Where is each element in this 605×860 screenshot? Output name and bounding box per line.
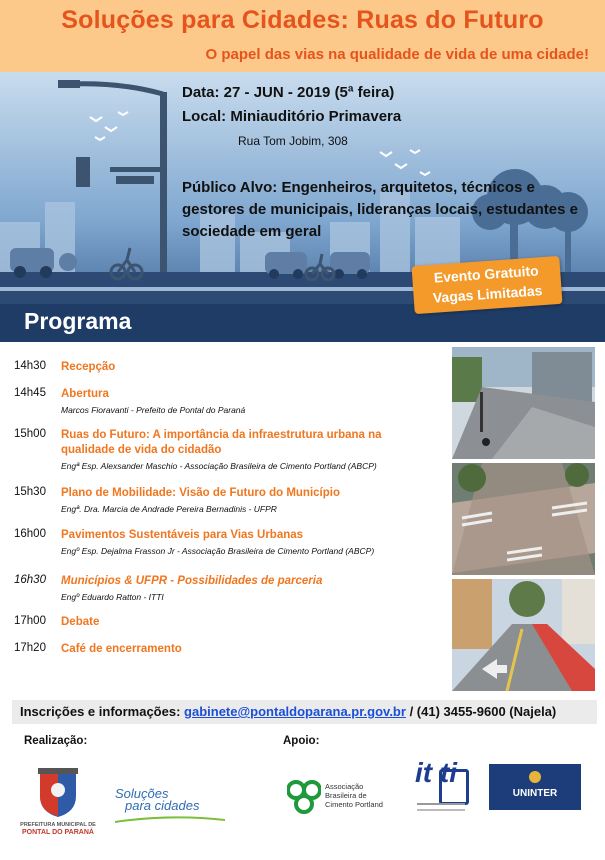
page-subtitle: O papel das vias na qualidade de vida de uma cidade! — [205, 46, 589, 63]
schedule-time: 17h20 — [14, 642, 46, 654]
solucoes-logo — [115, 786, 225, 826]
prefeitura-logo — [18, 762, 98, 842]
free-event-badge — [412, 256, 563, 314]
prefeitura-line-1: PREFEITURA MUNICIPAL DE — [20, 822, 96, 828]
registration-bar — [12, 700, 597, 724]
schedule-speaker: Engª Esp. Alexsander Maschio - Associação Brasileira de Cimento Portland (ABCP) — [61, 461, 377, 471]
abcp-line-1: Associação — [325, 782, 364, 791]
schedule-title: Recepção — [61, 361, 116, 373]
schedule-title: Debate — [61, 616, 100, 628]
event-date: Data: 27 - JUN - 2019 (5ª feira) — [182, 84, 395, 101]
registration-email-link[interactable]: gabinete@pontaldoparana.pr.gov.br — [184, 704, 406, 719]
schedule-title: Abertura — [61, 388, 109, 400]
page-title: Soluções para Cidades: Ruas do Futuro — [61, 6, 544, 34]
schedule-speaker: Engº Esp. Dejalma Frasson Jr - Associação Brasileira de Cimento Portland (ABCP) — [61, 546, 375, 556]
uninter-emblem-icon — [528, 770, 542, 784]
abcp-line-2: Brasileira de — [325, 791, 367, 800]
target-audience: Público Alvo: Engenheiros, arquitetos, técnicos e gestores de municipais, lideranças locais, estudantes e sociedade em geral — [182, 179, 578, 240]
prefeitura-crest-icon — [35, 762, 81, 818]
itti-text: it ti — [415, 757, 457, 788]
schedule-title: Pavimentos Sustentáveis para Vias Urbanas — [61, 529, 304, 541]
schedule-time: 15h30 — [14, 486, 46, 498]
schedule-time: 16h30 — [14, 574, 46, 586]
solucoes-line-1: Soluções — [115, 786, 169, 801]
schedule-time: 15h00 — [14, 428, 46, 440]
badge-line-1: Evento Gratuito — [433, 262, 540, 286]
uninter-text: UNINTER — [512, 788, 558, 799]
abcp-line-3: Cimento Portland — [325, 800, 383, 809]
program-title: Programa — [24, 308, 132, 334]
schedule-time: 14h30 — [14, 360, 46, 372]
schedule-title: Plano de Mobilidade: Visão de Futuro do Município — [61, 487, 340, 499]
prefeitura-line-2: PONTAL DO PARANÁ — [22, 829, 94, 836]
schedule-title: Municípios & UFPR - Possibilidades de parceria — [61, 575, 323, 587]
schedule-title: Café de encerramento — [61, 643, 182, 655]
solucoes-line-2: para cidades — [125, 798, 200, 813]
abcp-mark-icon — [287, 780, 321, 814]
realizacao-label: Realização: — [24, 735, 88, 747]
street-photo-2 — [452, 463, 595, 575]
schedule-time: 17h00 — [14, 615, 46, 627]
schedule-title: Ruas do Futuro: A importância da infraestrutura urbana na qualidade de vida do cidadão — [61, 429, 382, 456]
uninter-logo — [489, 764, 581, 810]
schedule-speaker: Engº Eduardo Ratton - ITTI — [61, 592, 164, 602]
abcp-logo — [287, 778, 387, 818]
badge-line-2: Vagas Limitadas — [432, 282, 543, 306]
header-band — [0, 0, 605, 72]
street-photo-3 — [452, 579, 595, 691]
registration-phone: / (41) 3455-9600 (Najela) — [409, 704, 557, 719]
street-photo-1 — [452, 347, 595, 459]
itti-logo — [413, 757, 473, 823]
schedule-time: 16h00 — [14, 528, 46, 540]
event-address: Rua Tom Jobim, 308 — [238, 134, 348, 148]
schedule-speaker: Marcos Fioravanti - Prefeito de Pontal do Paraná — [61, 405, 246, 415]
schedule-time: 14h45 — [14, 387, 46, 399]
apoio-label: Apoio: — [283, 735, 320, 747]
schedule-speaker: Engª. Dra. Marcia de Andrade Pereira Bernadinis - UFPR — [61, 504, 277, 514]
registration-label: Inscrições e informações: — [20, 704, 181, 719]
event-place: Local: Miniauditório Primavera — [182, 108, 402, 125]
